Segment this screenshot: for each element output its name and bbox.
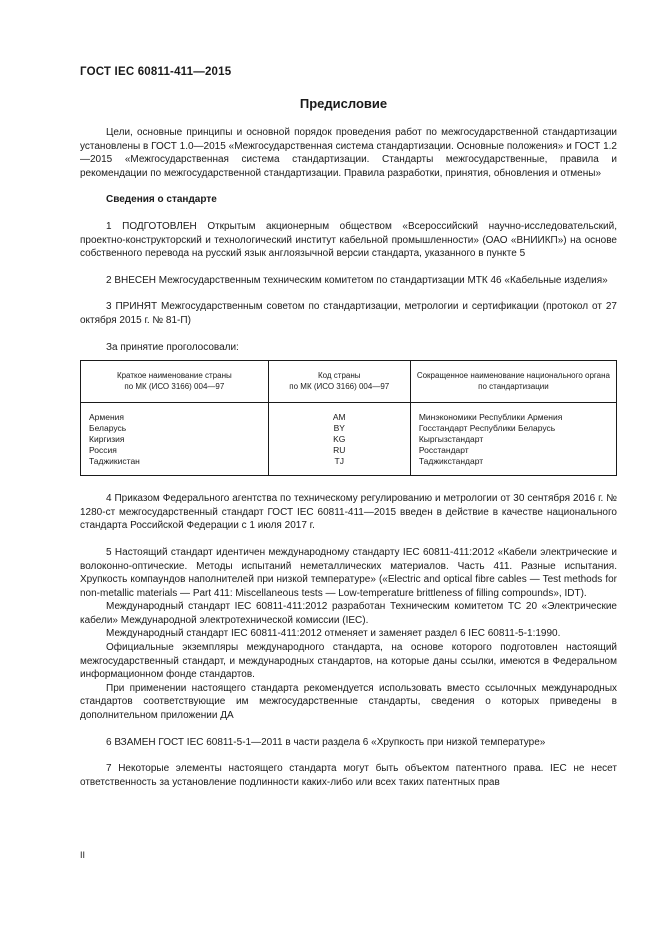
item-7-paragraph: 7 Некоторые элементы настоящего стандарта могут быть объектом патентного права. IEC не несет ответственность за установление подлинности каких-либо или всех таких патентных прав <box>80 763 617 788</box>
section-heading: Сведения о стандарте <box>106 194 217 206</box>
country-names-cell: Армения Беларусь Киргизия Россия Таджикистан <box>81 403 269 476</box>
item-4-paragraph: 4 Приказом Федерального агентства по техническому регулированию и метрологии от 30 сентября 2016 г. № 1280-ст межгосударственный стандарт ГОСТ IEC 60811-411—2015 введен в действие в качестве национального стандарта Российской Федерации с 1 июля 2017 г. <box>80 493 617 532</box>
item-6-paragraph: 6 ВЗАМЕН ГОСТ IEC 60811-5-1—2011 в части раздела 6 «Хрупкость при низкой температуре» <box>106 736 546 748</box>
item-5b-paragraph: Международный стандарт IEC 60811-411:2012 отменяет и заменяет раздел 6 IEC 60811-5-1:1990. <box>106 628 561 640</box>
item-1-paragraph: 1 ПОДГОТОВЛЕН Открытым акционерным обществом «Всероссийский научно-исследовательский, проектно-конструкторский и технологический институт кабельной промышленности» (ОАО «ВНИИКП») на основе собственного перевода на русский язык англоязычной версии стандарта, указанного в пункте 5 <box>80 220 617 260</box>
item-5a-paragraph: Международный стандарт IEC 60811-411:2012 разработан Техническим комитетом ТС 20 «Электрические кабели» Международной электротехнической комиссии (IEC). <box>80 601 617 626</box>
table-header-code: Код страны по МК (ИСО 3166) 004—97 <box>268 361 410 403</box>
page-number: II <box>80 850 86 860</box>
table-header-body: Сокращенное наименование национального органа по стандартизации <box>410 361 616 403</box>
vote-label: За принятие проголосовали: <box>106 341 239 353</box>
item-2-paragraph: 2 ВНЕСЕН Межгосударственным техническим комитетом по стандартизации МТК 46 «Кабельные изделия» <box>106 274 608 286</box>
table-header-row <box>81 361 617 403</box>
document-header: ГОСТ IEC 60811-411—2015 <box>80 66 232 78</box>
intro-paragraph: Цели, основные принципы и основной порядок проведения работ по межгосударственной стандартизации установлены в ГОСТ 1.0—2015 «Межгосударственная система стандартизации. Основные положения» и ГОСТ 1.2—2015 «Межгосударственная система стандартизации. Стандарты межгосударственные, правила и рекомендации по межгосударственной стандартизации. Правила разработки, принятия, обновления и отмены» <box>80 127 617 179</box>
country-codes-cell: AM BY KG RU TJ <box>268 403 410 476</box>
document-body <box>80 126 617 789</box>
table-header-country: Краткое наименование страны по МК (ИСО 3166) 004—97 <box>81 361 269 403</box>
item-5c-paragraph: Официальные экземпляры международного стандарта, на основе которого подготовлен настоящий межгосударственный стандарт, и международных стандартов, на которые даны ссылки, имеются в Федеральном информационном фонде стандартов. <box>80 642 617 681</box>
table-row <box>81 403 617 476</box>
item-5-paragraph: 5 Настоящий стандарт идентичен международному стандарту IEC 60811-411:2012 «Кабели электрические и волоконно-оптические. Методы испытаний неметаллических материалов. Часть 411. Разные испытания. Хрупкость компаундов наполнителей при низкой температуре» («Electric and optical fibre cables — Test methods for non-metallic materials — Part 411: Miscellaneous tests — Low-temperature brittleness of filling compounds», IDT). <box>80 546 617 599</box>
standards-bodies-cell: Минэкономики Республики Армения Госстандарт Республики Беларусь Кыргызстандарт Росстандарт Таджикстандарт <box>410 403 616 476</box>
page-title: Предисловие <box>299 96 388 111</box>
member-states-table <box>80 360 617 476</box>
item-3-paragraph: 3 ПРИНЯТ Межгосударственным советом по стандартизации, метрологии и сертификации (протокол от 27 октября 2015 г. № 81-П) <box>80 301 617 326</box>
item-5d-paragraph: При применении настоящего стандарта рекомендуется использовать вместо ссылочных международных стандартов соответствующие им межгосударственные стандарты, сведения о которых приведены в дополнительном приложении ДА <box>80 682 617 722</box>
